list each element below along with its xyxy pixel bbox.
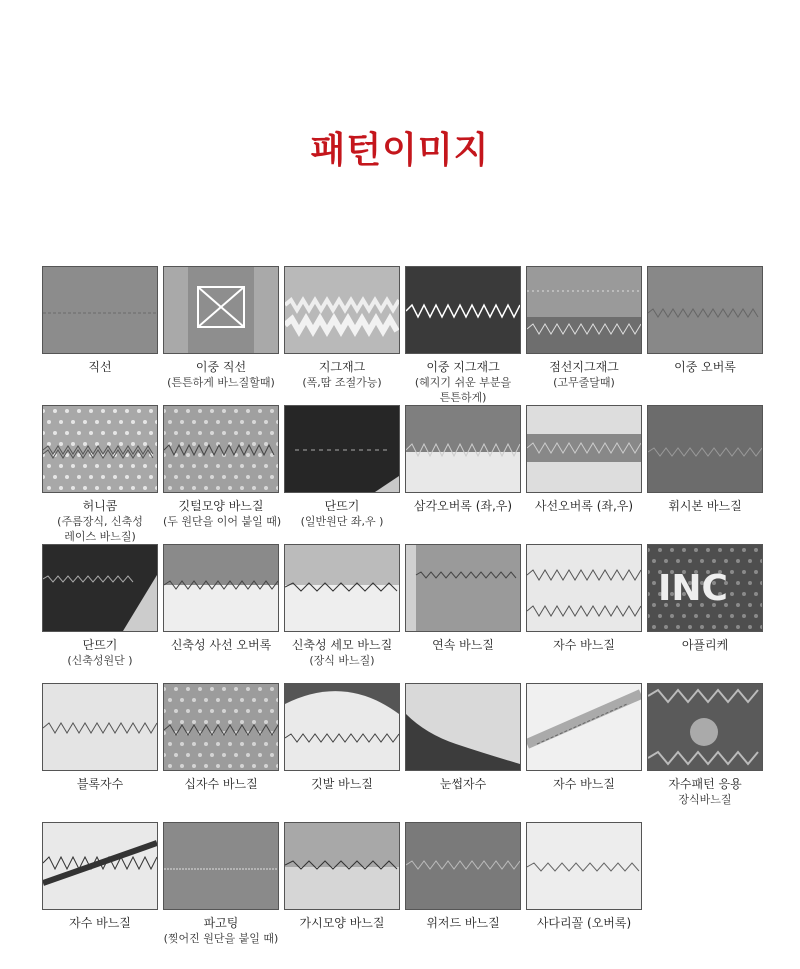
pattern-label xyxy=(526,638,642,653)
pattern-name: 이중 지그재그 xyxy=(426,360,500,374)
pattern-label xyxy=(284,916,400,931)
pattern-name: 아플리케 xyxy=(681,638,729,652)
pattern-card xyxy=(284,683,400,822)
pattern-label xyxy=(42,916,158,931)
pattern-card xyxy=(526,822,642,961)
pattern-label xyxy=(163,360,279,390)
pattern-name: 블록자수 xyxy=(76,777,124,791)
continuous-stitch-icon xyxy=(405,544,521,632)
pattern-card xyxy=(647,544,763,683)
pattern-card xyxy=(42,683,158,822)
pattern-name: 이중 직선 xyxy=(195,360,247,374)
pattern-label xyxy=(647,777,763,807)
pattern-label xyxy=(284,777,400,792)
page-title: 패턴이미지 xyxy=(310,130,490,171)
pattern-card xyxy=(405,683,521,822)
pattern-card xyxy=(163,266,279,405)
pattern-description-line2: 레이스 바느질) xyxy=(64,530,136,543)
feather-stitch-icon xyxy=(163,405,279,493)
pattern-label xyxy=(163,638,279,653)
pattern-card xyxy=(284,544,400,683)
double-overlock-stitch-icon xyxy=(647,266,763,354)
pattern-label xyxy=(163,777,279,792)
fagoting-stitch-icon xyxy=(163,822,279,910)
pattern-card xyxy=(42,822,158,961)
pattern-card xyxy=(526,266,642,405)
pattern-card xyxy=(405,405,521,544)
pattern-card xyxy=(163,544,279,683)
embroidery-stitch-icon xyxy=(526,544,642,632)
pattern-name: 단뜨기 xyxy=(82,638,118,652)
pattern-label xyxy=(42,360,158,375)
pattern-card xyxy=(405,544,521,683)
pattern-name: 자수 바느질 xyxy=(553,638,615,652)
pattern-name: 직선 xyxy=(88,360,112,374)
stretch-diagonal-overlock-icon xyxy=(163,544,279,632)
pattern-description: (주름장식, 신축성 xyxy=(57,515,143,528)
stretch-blind-hem-stitch-icon xyxy=(42,544,158,632)
blind-hem-stitch-icon xyxy=(284,405,400,493)
pattern-card xyxy=(405,266,521,405)
pattern-name: 연속 바느질 xyxy=(432,638,494,652)
pattern-description-line2: 튼튼하게) xyxy=(439,391,487,404)
double-straight-stitch-icon xyxy=(163,266,279,354)
diagonal-overlock-stitch-icon xyxy=(526,405,642,493)
pattern-description: (헤지기 쉬운 부분을 xyxy=(414,376,512,389)
pattern-name: 깃털모양 바느질 xyxy=(178,499,264,513)
pattern-description: (찢어진 원단을 붙일 때) xyxy=(163,932,279,945)
pattern-name: 가시모양 바느질 xyxy=(299,916,385,930)
pattern-label xyxy=(163,499,282,529)
dotted-zigzag-stitch-icon xyxy=(526,266,642,354)
pattern-name: 허니콤 xyxy=(82,499,118,513)
pattern-label xyxy=(42,777,158,792)
pattern-label xyxy=(526,499,642,514)
pattern-grid xyxy=(42,266,762,961)
honeycomb-stitch-icon xyxy=(42,405,158,493)
pattern-name: 휘시본 바느질 xyxy=(668,499,742,513)
straight-stitch-icon xyxy=(42,266,158,354)
embroidery-stitch-icon xyxy=(526,683,642,771)
pattern-card xyxy=(647,683,763,822)
trapezoid-overlock-icon xyxy=(526,822,642,910)
pattern-card xyxy=(42,405,158,544)
pattern-label xyxy=(405,360,521,405)
pattern-name: 지그재그 xyxy=(318,360,366,374)
pattern-card xyxy=(284,266,400,405)
pattern-description: (폭,땀 조절가능) xyxy=(302,376,382,389)
thorn-stitch-icon xyxy=(284,822,400,910)
pattern-name: 단뜨기 xyxy=(324,499,360,513)
pattern-description: 장식바느질 xyxy=(678,793,732,806)
pattern-label xyxy=(42,638,158,668)
pattern-card xyxy=(42,266,158,405)
pattern-description: (두 원단을 이어 붙일 때) xyxy=(163,515,282,528)
pattern-label xyxy=(647,638,763,653)
pattern-name: 삼각오버록 (좌,우) xyxy=(413,499,513,513)
pattern-description: (장식 바느질) xyxy=(309,654,375,667)
pattern-label xyxy=(163,916,279,946)
pattern-label xyxy=(526,916,642,931)
pattern-name: 신축성 사선 오버록 xyxy=(170,638,272,652)
pattern-label xyxy=(42,499,158,544)
pattern-card xyxy=(526,405,642,544)
pattern-card xyxy=(284,822,400,961)
cross-stitch-icon xyxy=(163,683,279,771)
pattern-card xyxy=(647,405,763,544)
pattern-label xyxy=(405,638,521,653)
pattern-description: (튼튼하게 바느질할때) xyxy=(167,376,275,389)
wizard-stitch-icon xyxy=(405,822,521,910)
pattern-label xyxy=(526,360,642,390)
zigzag-stitch-icon xyxy=(284,266,400,354)
double-zigzag-stitch-icon xyxy=(405,266,521,354)
pattern-name: 파고팅 xyxy=(203,916,239,930)
pattern-label xyxy=(284,638,400,668)
pattern-name: 자수 바느질 xyxy=(69,916,131,930)
pattern-label xyxy=(284,499,400,529)
pattern-card xyxy=(526,544,642,683)
embroidery-stitch-icon xyxy=(42,822,158,910)
stretch-triangle-stitch-icon xyxy=(284,544,400,632)
pattern-name: 깃발 바느질 xyxy=(311,777,373,791)
pattern-description: (일반원단 좌,우 ) xyxy=(300,515,384,528)
pattern-name: 눈썹자수 xyxy=(439,777,487,791)
pattern-name: 사다리꼴 (오버록) xyxy=(536,916,632,930)
pattern-label xyxy=(647,499,763,514)
pattern-name: 자수 바느질 xyxy=(553,777,615,791)
pattern-label xyxy=(405,916,521,931)
flag-stitch-icon xyxy=(284,683,400,771)
pattern-card xyxy=(163,683,279,822)
pattern-card xyxy=(163,405,282,544)
decorative-embroidery-icon xyxy=(647,683,763,771)
scallop-embroidery-icon xyxy=(405,683,521,771)
block-embroidery-icon xyxy=(42,683,158,771)
pattern-name: 사선오버록 (좌,우) xyxy=(534,499,634,513)
pattern-name: 점선지그재그 xyxy=(549,360,619,374)
pattern-description: (고무줄달때) xyxy=(553,376,615,389)
triangle-overlock-stitch-icon xyxy=(405,405,521,493)
svg-text:INC: INC xyxy=(658,568,728,609)
pattern-card xyxy=(284,405,400,544)
pattern-label xyxy=(405,777,521,792)
pattern-card xyxy=(163,822,279,961)
pattern-name: 이중 오버록 xyxy=(674,360,736,374)
pattern-name: 십자수 바느질 xyxy=(184,777,258,791)
pattern-label xyxy=(647,360,763,375)
pattern-label xyxy=(405,499,521,514)
pattern-name: 자수패턴 응용 xyxy=(668,777,742,791)
pattern-label xyxy=(526,777,642,792)
applique-stitch-icon xyxy=(647,544,763,632)
pattern-label xyxy=(284,360,400,390)
pattern-card xyxy=(405,822,521,961)
fishbone-stitch-icon xyxy=(647,405,763,493)
pattern-card xyxy=(42,544,158,683)
pattern-name: 위저드 바느질 xyxy=(426,916,500,930)
pattern-name: 신축성 세모 바느질 xyxy=(291,638,393,652)
pattern-card xyxy=(526,683,642,822)
pattern-description: (신축성원단 ) xyxy=(67,654,133,667)
pattern-card xyxy=(647,266,763,405)
